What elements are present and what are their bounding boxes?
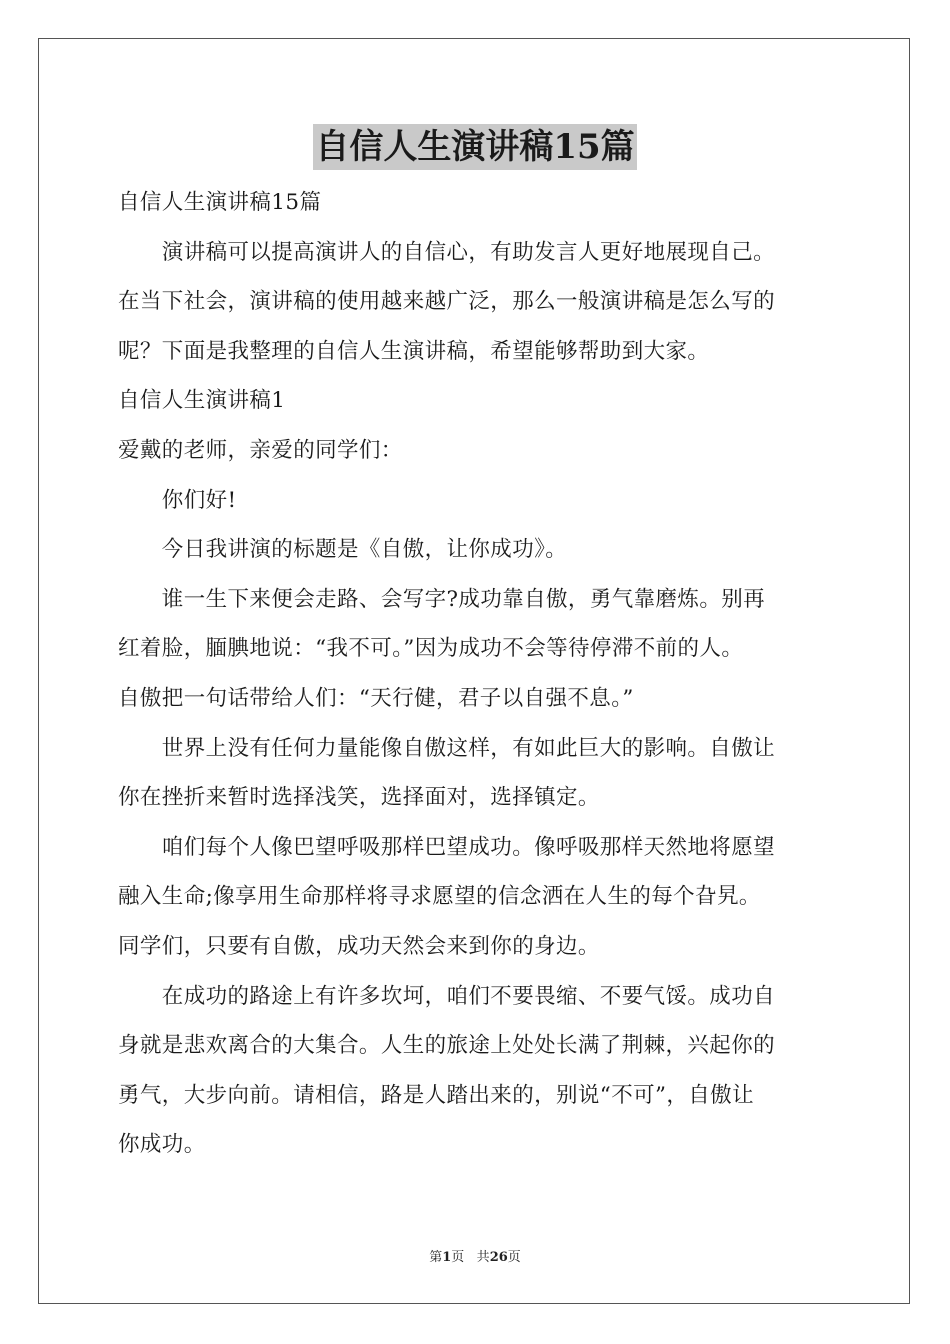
paragraph-line: 世界上没有任何力量能像自傲这样，有如此巨大的影响。自傲让 (118, 735, 776, 761)
paragraph-line: 融入生命;像享用生命那样将寻求愿望的信念洒在人生的每个旮旯。 (118, 884, 761, 910)
speech-paragraph (118, 724, 834, 823)
paragraph-line: 今日我讲演的标题是《自傲，让你成功》。 (118, 537, 568, 563)
intro-line: 演讲稿可以提高演讲人的自信心，有助发言人更好地展现自己。 (118, 239, 776, 265)
paragraph-line: 你成功。 (118, 1132, 206, 1158)
total-suffix: 页 (507, 1250, 521, 1265)
intro-paragraph (118, 228, 834, 377)
speech-paragraph (118, 972, 834, 1170)
intro-line: 呢？下面是我整理的自信人生演讲稿，希望能够帮助到大家。 (118, 338, 710, 364)
paragraph-line: 你们好! (118, 487, 237, 513)
paragraph-line: 红着脸，腼腆地说：“我不可。”因为成功不会等待停滞不前的人。 (118, 636, 744, 662)
intro-line: 在当下社会，演讲稿的使用越来越广泛，那么一般演讲稿是怎么写的 (118, 289, 776, 315)
page-suffix: 页 (451, 1250, 465, 1265)
paragraph-line: 谁一生下来便会走路、会写字?成功靠自傲，勇气靠磨炼。别再 (118, 586, 766, 612)
document-title: 自信人生演讲稿15篇 (313, 124, 636, 170)
total-pages: 26 (489, 1250, 508, 1265)
page-prefix: 第 (429, 1250, 443, 1265)
total-prefix: 共 (476, 1250, 490, 1265)
title-container (0, 124, 950, 170)
paragraph-line: 自傲把一句话带给人们：“天行健，君子以自强不息。” (118, 685, 634, 711)
paragraph-line: 在成功的路途上有许多坎坷，咱们不要畏缩、不要气馁。成功自 (118, 983, 776, 1009)
speech-paragraph (118, 823, 834, 972)
speech-paragraph (118, 525, 834, 575)
speech-greeting: 爱戴的老师，亲爱的同学们： (118, 437, 403, 463)
paragraph-line: 咱们每个人像巴望呼吸那样巴望成功。像呼吸那样天然地将愿望 (118, 834, 776, 860)
paragraph-line: 你在挫折来暂时选择浅笑，选择面对，选择镇定。 (118, 785, 600, 811)
section-heading: 自信人生演讲稿1 (118, 388, 286, 414)
paragraph-line: 身就是悲欢离合的大集合。人生的旅途上处处长满了荆棘，兴起你的 (118, 1033, 776, 1059)
page-footer (0, 1246, 950, 1265)
speech-paragraph (118, 476, 834, 526)
document-subtitle: 自信人生演讲稿15篇 (118, 190, 322, 215)
document-body (118, 178, 834, 1170)
paragraph-line: 同学们，只要有自傲，成功天然会来到你的身边。 (118, 933, 600, 959)
speech-paragraph (118, 575, 834, 724)
paragraph-line: 勇气，大步向前。请相信，路是人踏出来的，别说“不可”，自傲让 (118, 1082, 754, 1108)
page-number: 1 (442, 1250, 452, 1265)
